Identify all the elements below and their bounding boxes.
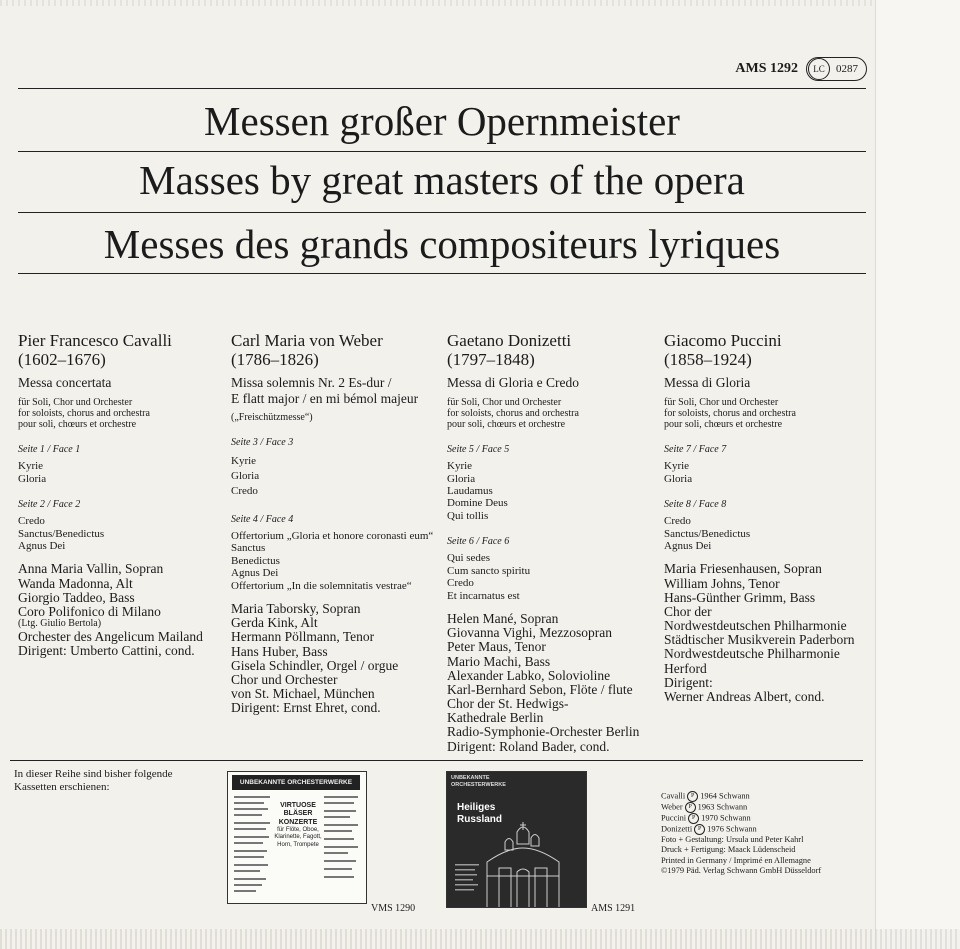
performer-line: Coro Polifonico di Milano — [18, 603, 161, 619]
performer-line: Nordwestdeutsche Philharmonie — [664, 646, 840, 662]
performer-line: Chor der St. Hedwigs- — [447, 696, 569, 712]
performer-line: Anna Maria Vallin, Sopran — [18, 561, 164, 577]
cathedral-illustration-icon — [447, 772, 586, 907]
track-item: Credo — [664, 515, 691, 528]
performer-line: Wanda Madonna, Alt — [18, 575, 133, 591]
work-title-line: Messa concertata — [18, 375, 112, 391]
track-item: Credo — [447, 577, 474, 590]
performer-line: Werner Andreas Albert, cond. — [664, 688, 825, 704]
side-label: Seite 8 / Face 8 — [664, 498, 727, 510]
track-item: Agnus Dei — [231, 567, 279, 580]
performer-line: Dirigent: Umberto Cattini, cond. — [18, 642, 195, 658]
performer-line: Mario Machi, Bass — [447, 653, 551, 669]
composer-dates: (1858–1924) — [664, 349, 752, 369]
credit-line: Druck + Fertigung: Maack Lüdenscheid — [661, 845, 796, 855]
track-item: Sanctus/Benedictus — [18, 527, 105, 540]
performer-line: Nordwestdeutschen Philharmonie — [664, 618, 847, 634]
copyright-year: 1970 Schwann — [701, 813, 751, 823]
scoring-line: for soloists, chorus and orchestra — [447, 407, 579, 419]
credit-line: Foto + Gestaltung: Ursula und Peter Kahrl — [661, 835, 804, 844]
performer-line: Dirigent: Ernst Ehret, cond. — [231, 700, 381, 716]
cover-banner: UNBEKANNTE ORCHESTERWERKE — [451, 775, 506, 788]
cover-title-line: VIRTUOSE — [280, 802, 316, 809]
label-code: 0287 — [836, 63, 858, 75]
catalog-info — [735, 57, 867, 81]
copyright-line — [661, 791, 821, 802]
side-label: Seite 3 / Face 3 — [231, 437, 294, 449]
scoring — [18, 397, 203, 430]
track-item: Laudamus — [447, 484, 493, 497]
track-item: Qui sedes — [447, 552, 491, 565]
credits — [661, 791, 821, 876]
side-label: Seite 1 / Face 1 — [18, 443, 81, 455]
work-subnote: („Freischützmesse“) — [231, 412, 313, 424]
catalog-number: AMS 1292 — [735, 61, 798, 76]
performer-line: Radio-Symphonie-Orchester Berlin — [447, 724, 640, 740]
cover-ams-1291 — [446, 771, 587, 908]
side-label: Seite 2 / Face 2 — [18, 498, 81, 510]
series-intro-line: Kassetten erschienen: — [14, 781, 110, 794]
cover-title-line: für Flöte, Oboe, — [277, 827, 319, 834]
track-list — [664, 460, 854, 485]
track-list — [18, 460, 203, 485]
track-item: Et incarnatus est — [447, 589, 520, 602]
performers — [664, 562, 854, 704]
scoring-line: pour soli, chœurs et orchestre — [18, 418, 137, 430]
scoring-line: for soloists, chorus and orchestra — [664, 407, 796, 419]
phonogram-icon: P — [688, 813, 699, 824]
track-item: Credo — [231, 485, 258, 498]
performer-line: Dirigent: — [664, 674, 713, 690]
composer-name: Pier Francesco Cavalli — [18, 331, 172, 350]
title-german: Messen großer Opernmeister — [204, 98, 680, 144]
track-item: Qui tollis — [447, 509, 489, 522]
composer-column — [231, 332, 433, 715]
cover-title-line: KONZERTE — [278, 818, 318, 826]
track-item: Sanctus — [231, 542, 266, 555]
work-title-line: Messa di Gloria — [664, 375, 751, 391]
performer-line: Dirigent: Roland Bader, cond. — [447, 738, 610, 754]
performer-line: Hermann Pöllmann, Tenor — [231, 629, 375, 645]
phonogram-icon: P — [685, 802, 696, 813]
track-item: Agnus Dei — [18, 539, 66, 552]
track-item: Kyrie — [18, 460, 44, 473]
track-list — [231, 454, 433, 500]
rule-top — [18, 88, 866, 89]
track-item: Kyrie — [447, 460, 473, 473]
track-item: Cum sancto spiritu — [447, 564, 531, 577]
performer-line: Chor der — [664, 603, 712, 619]
cover-code: VMS 1290 — [371, 903, 416, 914]
performer-line: Gisela Schindler, Orgel / orgue — [231, 657, 399, 673]
credit-line: Printed in Germany / Imprimé en Allemagne — [661, 855, 811, 865]
performer-line: Städtischer Musikverein Paderborn — [664, 632, 855, 648]
performer-note: (Ltg. Giulio Bertola) — [18, 618, 102, 630]
performer-line: Maria Taborsky, Sopran — [231, 601, 361, 617]
copyright-year: 1964 Schwann — [700, 791, 750, 801]
performer-line: William Johns, Tenor — [664, 575, 780, 591]
paper-edge-right — [875, 0, 960, 949]
track-item: Kyrie — [664, 460, 690, 473]
scoring — [447, 397, 639, 430]
track-list — [447, 460, 639, 522]
cover-track-list-right — [324, 796, 362, 896]
scoring-line: for soloists, chorus and orchestra — [18, 407, 150, 419]
performer-line: Hans-Günther Grimm, Bass — [664, 589, 816, 605]
cover-track-list-left — [234, 796, 274, 896]
composer-name: Carl Maria von Weber — [231, 331, 383, 350]
composer-column — [18, 332, 203, 658]
performer-line: Orchester des Angelicum Mailand — [18, 628, 203, 644]
copyright-year: 1976 Schwann — [707, 824, 757, 834]
paper-edge-top — [0, 0, 960, 6]
work-title — [664, 375, 854, 391]
track-list — [18, 515, 203, 552]
track-item: Offertorium „In die solemnitatis vestrae“ — [231, 579, 412, 592]
composer-short: Donizetti — [661, 824, 693, 834]
composer-dates: (1786–1826) — [231, 349, 319, 369]
cover-title-line: Heiliges — [457, 802, 496, 813]
track-item: Gloria — [231, 469, 260, 482]
scoring — [664, 397, 854, 430]
title-french: Messes des grands compositeurs lyriques — [103, 221, 781, 267]
track-item: Offertorium „Gloria et honore coronasti eum“ — [231, 529, 434, 542]
composer-short: Cavalli — [661, 791, 686, 801]
composer-dates: (1797–1848) — [447, 349, 535, 369]
cover-title-line: Russland — [457, 813, 503, 825]
lc-logo-icon: LC — [808, 58, 830, 80]
performer-line: Alexander Labko, Solovioline — [447, 667, 611, 683]
series-intro-line: In dieser Reihe sind bisher folgende — [14, 768, 173, 780]
performer-line: Hans Huber, Bass — [231, 643, 328, 659]
side-label: Seite 5 / Face 5 — [447, 443, 510, 455]
track-item: Gloria — [447, 472, 476, 485]
work-title — [447, 375, 639, 391]
performer-line: Helen Mané, Sopran — [447, 611, 559, 627]
track-list — [664, 515, 854, 552]
copyright-line — [661, 824, 821, 835]
scoring-line: pour soli, chœurs et orchestre — [447, 418, 566, 430]
track-item: Domine Deus — [447, 497, 508, 510]
copyright-line — [661, 813, 821, 824]
copyright-year: 1963 Schwann — [697, 802, 748, 812]
track-item: Credo — [18, 515, 45, 528]
work-title-line: Missa solemnis Nr. 2 Es-dur / — [231, 375, 392, 391]
side-label: Seite 4 / Face 4 — [231, 513, 294, 525]
performer-line: Giovanna Vighi, Mezzosopran — [447, 625, 613, 641]
composer-short: Weber — [661, 802, 683, 812]
track-item: Gloria — [664, 472, 693, 485]
performer-line: Maria Friesenhausen, Sopran — [664, 561, 822, 577]
side-label: Seite 7 / Face 7 — [664, 443, 727, 455]
composer-column — [664, 332, 854, 704]
performer-line: Herford — [664, 660, 707, 676]
scoring-line: pour soli, chœurs et orchestre — [664, 418, 783, 430]
cover-banner: UNBEKANNTE ORCHESTERWERKE — [232, 775, 360, 790]
performer-line: Peter Maus, Tenor — [447, 639, 546, 655]
performer-line: Gerda Kink, Alt — [231, 615, 318, 631]
scoring-line: für Soli, Chor und Orchester — [18, 396, 133, 408]
performers — [18, 562, 203, 658]
track-item: Sanctus/Benedictus — [664, 527, 751, 540]
rule-1 — [18, 151, 866, 152]
track-item: Agnus Dei — [664, 539, 712, 552]
work-title-line: Messa di Gloria e Credo — [447, 375, 579, 391]
track-list — [447, 552, 639, 602]
copyright-line — [661, 802, 821, 813]
rule-bottom — [10, 760, 863, 761]
performers — [447, 612, 639, 754]
composer-column — [447, 332, 639, 754]
composer-dates: (1602–1676) — [18, 349, 106, 369]
performer-line: von St. Michael, München — [231, 686, 375, 702]
phonogram-icon: P — [694, 824, 705, 835]
composer-short: Puccini — [661, 813, 687, 823]
cover-code: AMS 1291 — [591, 903, 636, 914]
track-item: Gloria — [18, 472, 47, 485]
composer-name: Gaetano Donizetti — [447, 331, 572, 350]
credit-line: ©1979 Päd. Verlag Schwann GmbH Düsseldorf — [661, 865, 822, 875]
scoring-line: für Soli, Chor und Orchester — [664, 396, 779, 408]
performer-line: Kathedrale Berlin — [447, 710, 544, 726]
rule-2 — [18, 212, 866, 213]
label-code-badge — [806, 57, 867, 81]
track-item: Kyrie — [231, 454, 257, 467]
cover-title-line: BLÄSER — [283, 810, 313, 818]
rule-3 — [18, 273, 866, 274]
performers — [231, 602, 433, 715]
series-intro — [14, 768, 173, 794]
composer-name: Giacomo Puccini — [664, 331, 782, 350]
title-english: Masses by great masters of the opera — [139, 157, 745, 203]
performer-line: Chor und Orchester — [231, 671, 338, 687]
work-title — [18, 375, 203, 391]
performer-line: Giorgio Taddeo, Bass — [18, 589, 135, 605]
track-item: Benedictus — [231, 554, 280, 567]
work-title-line: E flatt major / en mi bémol majeur — [231, 390, 419, 406]
performer-line: Karl-Bernhard Sebon, Flöte / flute — [447, 681, 633, 697]
cover-title-line: Klarinette, Fagott, — [274, 834, 322, 841]
track-list — [231, 530, 433, 592]
cover-title-line: Horn, Trompete — [277, 841, 319, 848]
cover-vms-1290 — [227, 771, 367, 904]
scoring-line: für Soli, Chor und Orchester — [447, 396, 562, 408]
cover-title — [274, 802, 322, 849]
side-label: Seite 6 / Face 6 — [447, 536, 510, 548]
phonogram-icon: P — [687, 791, 698, 802]
paper-edge-bottom — [0, 929, 960, 949]
work-title — [231, 375, 433, 406]
